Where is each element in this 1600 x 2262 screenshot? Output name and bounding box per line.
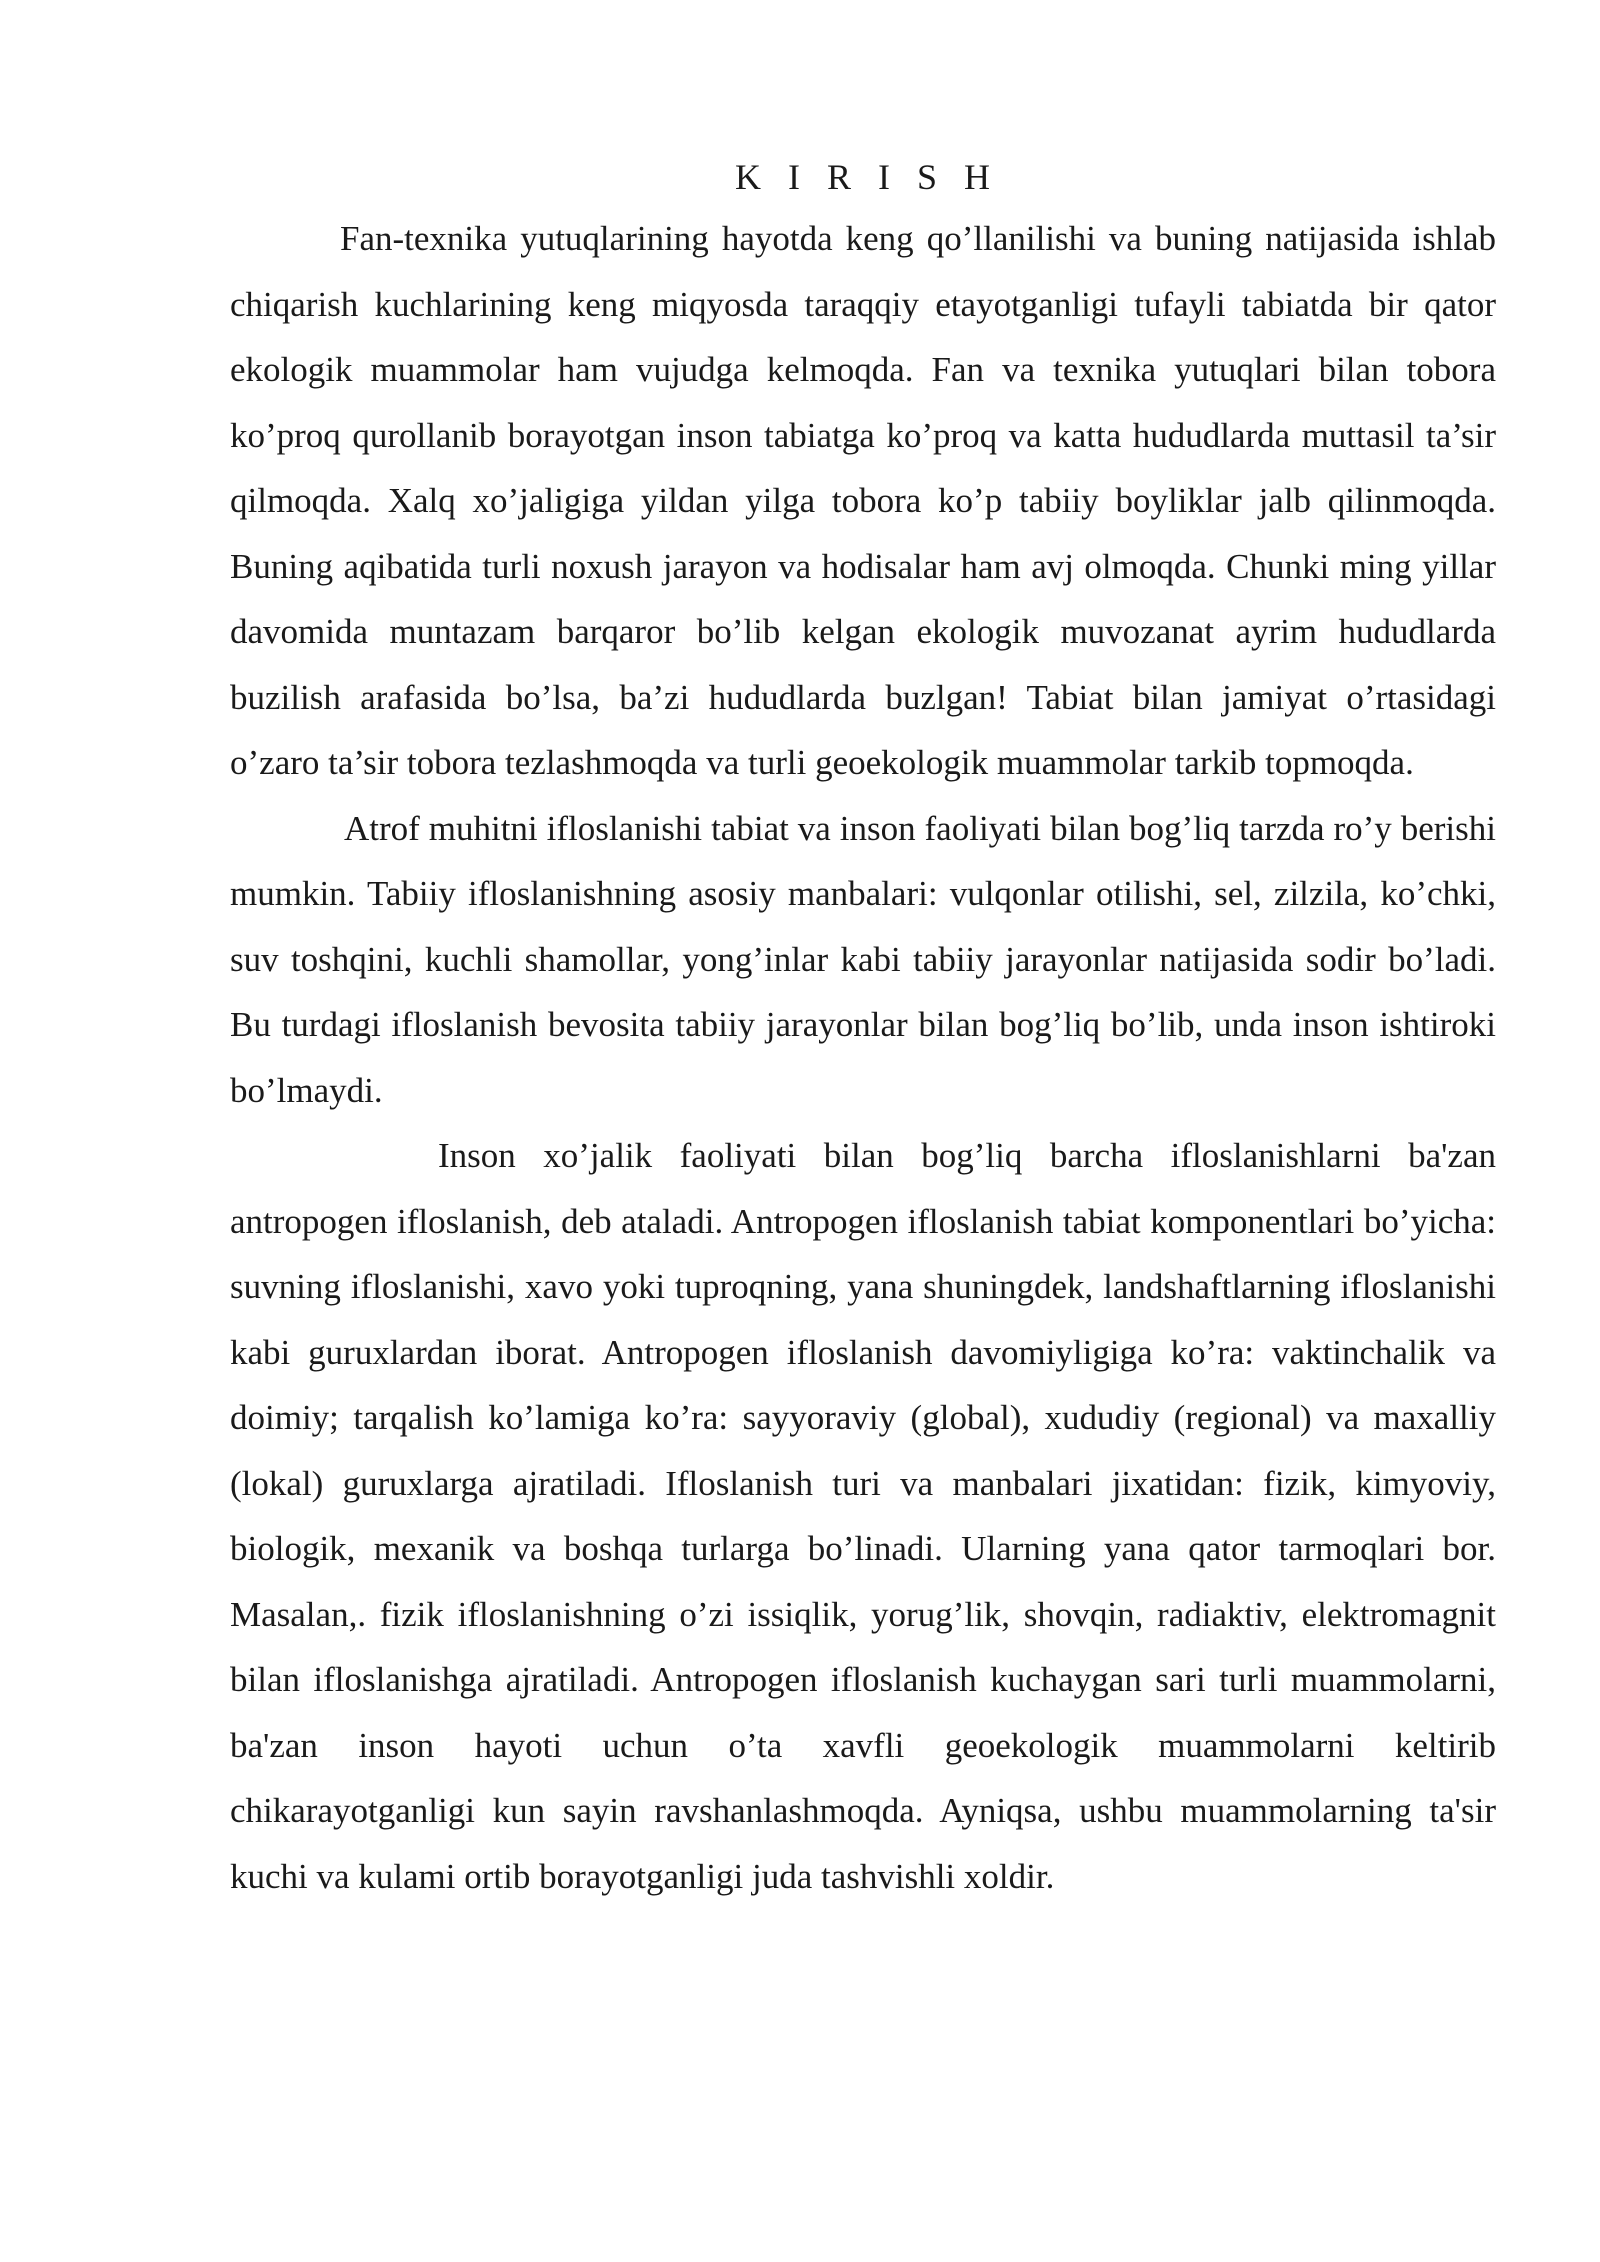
paragraph-natural-pollution: Atrof muhitni ifloslanishi tabiat va inson faoliyati bilan bog’liq tarzda ro’y berishi mumkin. Tabiiy ifloslanishning asosiy manbalari: vulqonlar otilishi, sel, zilzila, ko’chki, suv toshqini, kuchli shamollar, yong’inlar kabi tabiiy jarayonlar natijasida sodir bo’ladi. Bu turdagi ifloslanish bevosita tabiiy jarayonlar bilan bog’liq bo’lib, unda inson ishtiroki bo’lmaydi. [230,808,1496,1110]
paragraph-anthropogenic-pollution: Inson xo’jalik faoliyati bilan bog’liq barcha ifloslanishlarni ba'zan antropogen ifloslanish, deb ataladi. Antropogen ifloslanish tabiat komponentlari bo’yicha: suvning ifloslanishi, xavo yoki tuproqning, yana shuningdek, landshaftlarning ifloslanishi kabi guruxlardan iborat. Antropogen ifloslanish davomiyligiga ko’ra: vaktinchalik va doimiy; tarqalish ko’lamiga ko’ra: sayyoraviy (global), xududiy (regional) va maxalliy (lokal) guruxlarga ajratiladi. Ifloslanish turi va manbalari jixatidan: fizik, kimyoviy, biologik, mexanik va boshqa turlarga bo’linadi. Ularning yana qator tarmoqlari bor. Masalan,. fizik ifloslanishning o’zi issiqlik, yorug’lik, shovqin, radiaktiv, elektromagnit bilan ifloslanishga ajratiladi. Antropogen ifloslanish kuchaygan sari turli muammolarni, ba'zan inson hayoti uchun o’ta xavfli geoekologik muammolarni keltirib chikarayotganligi kun sayin ravshanlashmoqda. Ayniqsa, ushbu muammolarning ta'sir kuchi va kulami ortib borayotganligi juda tashvishli xoldir. [230,1136,1496,1896]
document-title: K I R I S H [734,157,999,197]
paragraph-introduction: Fan-texnika yutuqlarining hayotda keng qo’llanilishi va buning natijasida ishlab chiqarish kuchlarining keng miqyosda taraqqiy etayotganligi tufayli tabiatda bir qator ekologik muammolar ham vujudga kelmoqda. Fan va texnika yutuqlari bilan tobora ko’proq qurollanib borayotgan inson tabiatga ko’proq va katta hududlarda muttasil ta’sir qilmoqda. Xalq xo’jaligiga yildan yilga tobora ko’p tabiiy boyliklar jalb qilinmoqda. Buning aqibatida turli noxush jarayon va hodisalar ham avj olmoqda. Chunki ming yillar davomida muntazam barqaror bo’lib kelgan ekologik muvozanat ayrim hududlarda buzilish arafasida bo’lsa, ba’zi hududlarda buzlgan! Tabiat bilan jamiyat o’rtasidagi o’zaro ta’sir tobora tezlashmoqda va turli geoekologik muammolar tarkib topmoqda. [230,219,1496,782]
document-body [230,148,1496,1909]
